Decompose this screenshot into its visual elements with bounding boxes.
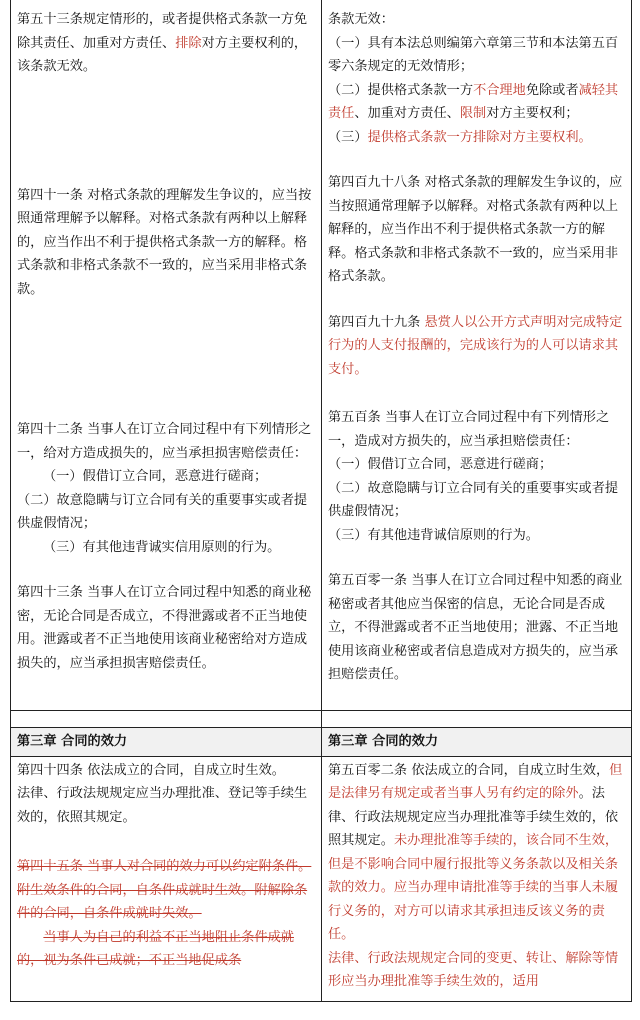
new-law-cell [321, 0, 631, 710]
article-500-intro: 第五百条 当事人在订立合同过程中有下列情形之一，造成对方损失的，应当承担赔偿责任： [328, 410, 610, 449]
article-42-item-3: （三）有其他违背诚实信用原则的行为。 [43, 539, 281, 555]
spacer-cell [11, 711, 321, 727]
old-chapter-title: 第三章 合同的效力 [11, 728, 321, 756]
article-502: 第五百零二条 依法成立的合同，自成立时生效，但是法律另有规定或者当事人另有约定的除外。法律、行政法规规定应当办理批准等手续生效的，依照其规定。未办理批准等手续的，该合同不生效，但是不影响合同中履行报批等义务条款以及相关条款的效力。应当办理申请批准等手续的当事人未履行义务的，对方可以请求其承担违反该义务的责任。 [328, 762, 623, 942]
comparison-table [10, 0, 632, 1002]
article-45-deleted-2: 当事人为自己的利益不正当地阻止条件成就的，视为条件已成就；不正当地促成条 [17, 929, 294, 968]
article-500-item-2: （二）故意隐瞒与订立合同有关的重要事实或者提供虚假情况； [328, 480, 619, 519]
article-500-item-3: （三）有其他违背诚信原则的行为。 [328, 527, 539, 543]
article-45-deleted: 第四十五条 当事人对合同的效力可以约定附条件。附生效条件的合同，自条件成就时生效。附解除条件的合同，自条件成就时失效。 [17, 859, 312, 921]
article-498: 第四百九十八条 对格式条款的理解发生争议的，应当按照通常理解予以解释。对格式条款有两种以上解释的，应当作出不利于提供格式条款一方的解释。格式条款和非格式条款不一致的，应当采用非格式条款。 [328, 175, 623, 284]
article-501: 第五百零一条 当事人在订立合同过程中知悉的商业秘密或者其他应当保密的信息，无论合同是否成立，不得泄露或者不正当地使用；泄露、不正当地使用该商业秘密或者信息造成对方损失的，应当承担赔偿责任。 [328, 573, 623, 682]
article-500-item-1: （一）假借订立合同，恶意进行磋商； [328, 457, 553, 472]
chapter-header-row [11, 728, 631, 757]
article-42-item-1: （一）假借订立合同，恶意进行磋商； [43, 469, 268, 484]
article-497-tail: 条款无效： [328, 12, 394, 27]
article-44-1: 第四十四条 依法成立的合同，自成立时生效。 [17, 762, 285, 778]
article-499: 第四百九十九条 悬赏人以公开方式声明对完成特定行为的人支付报酬的，完成该行为的人可以请求其支付。 [328, 314, 623, 377]
article-42-item-2: （二）故意隐瞒与订立合同有关的重要事实或者提供虚假情况； [17, 492, 308, 531]
article-44-2: 法律、行政法规规定应当办理批准、登记等手续生效的，依照其规定。 [17, 786, 308, 825]
article-53-ref: 第五十三条规定情形的，或者提供格式条款一方免除其责任、加重对方责任、排除对方主要权利的，该条款无效。 [17, 12, 308, 74]
article-42-intro: 第四十二条 当事人在订立合同过程中有下列情形之一，给对方造成损失的，应当承担损害赔偿责任： [17, 422, 312, 461]
old-law-cell [11, 757, 321, 1001]
spacer-cell [321, 711, 631, 727]
old-law-cell [11, 0, 321, 710]
article-497-item-2: （二）提供格式条款一方不合理地免除或者减轻其责任、加重对方责任、限制对方主要权利； [328, 82, 619, 121]
article-43: 第四十三条 当事人在订立合同过程中知悉的商业秘密，无论合同是否成立，不得泄露或者不正当地使用。泄露或者不正当地使用该商业秘密给对方造成损失的，应当承担损害赔偿责任。 [17, 585, 312, 671]
spacer-row [11, 711, 631, 728]
article-502-last: 法律、行政法规规定合同的变更、转让、解除等情形应当办理批准等手续生效的，适用 [328, 950, 619, 989]
table-row [11, 757, 631, 1002]
article-497-item-3: （三）提供格式条款一方排除对方主要权利。 [328, 129, 592, 145]
new-law-cell [321, 757, 631, 1001]
new-chapter-title: 第三章 合同的效力 [321, 728, 631, 756]
table-row [11, 0, 631, 711]
article-497-item-1: （一）具有本法总则编第六章第三节和本法第五百零六条规定的无效情形； [328, 35, 619, 74]
article-41: 第四十一条 对格式条款的理解发生争议的，应当按照通常理解予以解释。对格式条款有两种以上解释的，应当作出不利于提供格式条款一方的解释。格式条款和非格式条款不一致的，应当采用非格式条款。 [17, 187, 312, 297]
